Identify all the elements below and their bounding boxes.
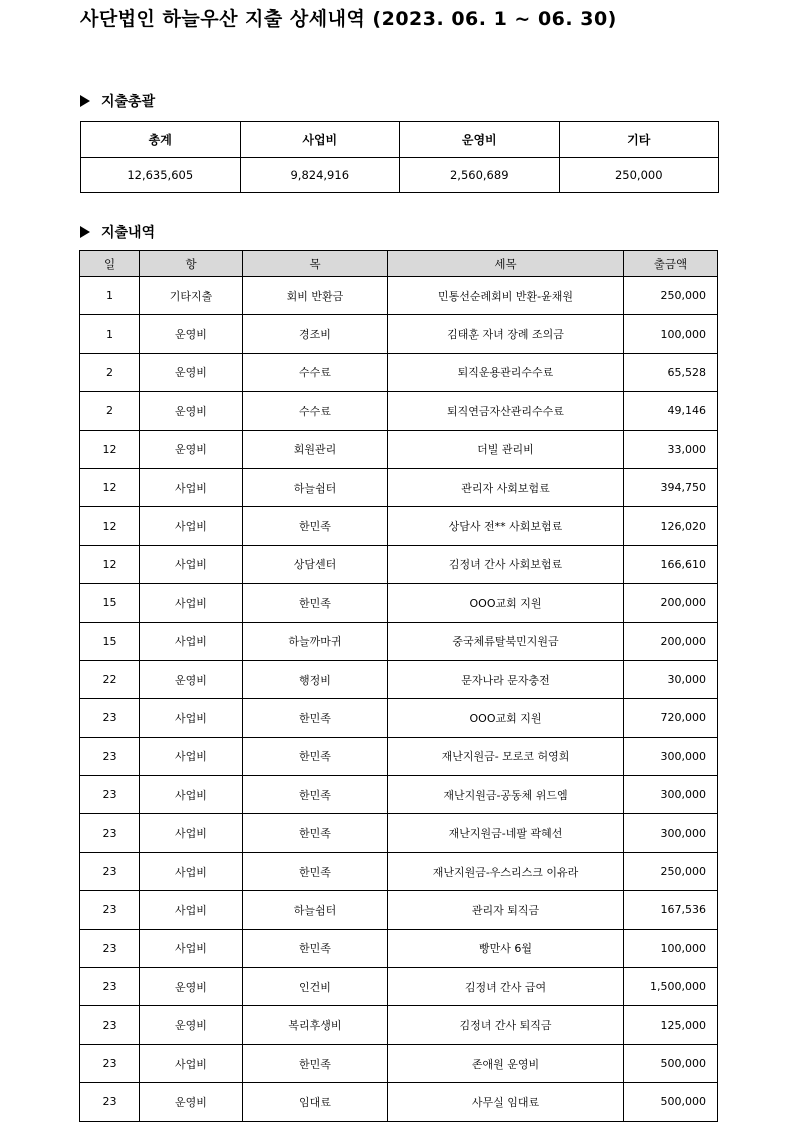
subitem-cell: 빵만사 6월	[388, 929, 624, 967]
day-cell: 23	[80, 1006, 140, 1044]
day-cell: 23	[80, 968, 140, 1006]
subitem-cell: 중국체류탈북민지원금	[388, 622, 624, 660]
summary-other-value: 250,000	[559, 158, 719, 193]
summary-table	[80, 121, 719, 193]
item-cell: 하늘쉼터	[243, 891, 388, 929]
amount-cell: 65,528	[624, 353, 718, 391]
amount-cell: 300,000	[624, 814, 718, 852]
table-row	[80, 315, 718, 353]
subitem-cell: 김정녀 간사 퇴직금	[388, 1006, 624, 1044]
amount-cell: 100,000	[624, 929, 718, 967]
subitem-cell: OOO교회 지원	[388, 584, 624, 622]
day-cell: 12	[80, 430, 140, 468]
summary-value-row	[81, 158, 719, 193]
bullet-triangle-icon	[80, 226, 90, 238]
item-cell: 복리후생비	[243, 1006, 388, 1044]
summary-business-value: 9,824,916	[240, 158, 400, 193]
amount-cell: 250,000	[624, 277, 718, 315]
item-cell: 행정비	[243, 660, 388, 698]
item-cell: 상담센터	[243, 545, 388, 583]
table-row	[80, 968, 718, 1006]
category-cell: 사업비	[140, 891, 243, 929]
day-cell: 23	[80, 852, 140, 890]
summary-header-row	[81, 122, 719, 158]
day-cell: 23	[80, 814, 140, 852]
subitem-cell: 재난지원금-공동체 위드엠	[388, 776, 624, 814]
table-row	[80, 929, 718, 967]
subitem-cell: 재난지원금-네팔 곽혜선	[388, 814, 624, 852]
summary-total-value: 12,635,605	[81, 158, 241, 193]
day-cell: 23	[80, 699, 140, 737]
table-row	[80, 430, 718, 468]
day-cell: 12	[80, 507, 140, 545]
day-cell: 12	[80, 468, 140, 506]
table-row	[80, 1044, 718, 1082]
amount-cell: 500,000	[624, 1083, 718, 1121]
table-row	[80, 392, 718, 430]
subitem-cell: 사무실 임대료	[388, 1083, 624, 1121]
category-cell: 운영비	[140, 392, 243, 430]
bullet-triangle-icon	[80, 95, 90, 107]
item-cell: 회원관리	[243, 430, 388, 468]
day-cell: 12	[80, 545, 140, 583]
category-cell: 사업비	[140, 852, 243, 890]
category-cell: 사업비	[140, 584, 243, 622]
table-row	[80, 660, 718, 698]
amount-cell: 166,610	[624, 545, 718, 583]
amount-cell: 200,000	[624, 622, 718, 660]
category-cell: 기타지출	[140, 277, 243, 315]
category-cell: 사업비	[140, 507, 243, 545]
item-cell: 한민족	[243, 776, 388, 814]
category-cell: 사업비	[140, 814, 243, 852]
table-row	[80, 545, 718, 583]
day-cell: 23	[80, 737, 140, 775]
table-row	[80, 468, 718, 506]
subitem-cell: 김정녀 간사 사회보험료	[388, 545, 624, 583]
category-cell: 운영비	[140, 315, 243, 353]
item-cell: 하늘쉼터	[243, 468, 388, 506]
table-row	[80, 1083, 718, 1121]
subitem-cell: 관리자 사회보험료	[388, 468, 624, 506]
category-cell: 운영비	[140, 430, 243, 468]
subitem-cell: 김정녀 간사 급여	[388, 968, 624, 1006]
category-cell: 사업비	[140, 737, 243, 775]
category-cell: 운영비	[140, 968, 243, 1006]
item-cell: 임대료	[243, 1083, 388, 1121]
table-row	[80, 891, 718, 929]
summary-col-other: 기타	[559, 122, 719, 158]
item-cell: 인건비	[243, 968, 388, 1006]
category-cell: 운영비	[140, 1006, 243, 1044]
category-cell: 사업비	[140, 1044, 243, 1082]
day-cell: 23	[80, 776, 140, 814]
table-row	[80, 852, 718, 890]
category-cell: 사업비	[140, 545, 243, 583]
amount-cell: 125,000	[624, 1006, 718, 1044]
table-row	[80, 277, 718, 315]
amount-cell: 394,750	[624, 468, 718, 506]
amount-cell: 100,000	[624, 315, 718, 353]
col-amount: 출금액	[624, 251, 718, 277]
item-cell: 한민족	[243, 929, 388, 967]
subitem-cell: 관리자 퇴직금	[388, 891, 624, 929]
col-item: 목	[243, 251, 388, 277]
summary-operating-value: 2,560,689	[400, 158, 560, 193]
category-cell: 사업비	[140, 699, 243, 737]
subitem-cell: 더빌 관리비	[388, 430, 624, 468]
table-row	[80, 622, 718, 660]
category-cell: 사업비	[140, 929, 243, 967]
amount-cell: 126,020	[624, 507, 718, 545]
amount-cell: 200,000	[624, 584, 718, 622]
day-cell: 15	[80, 622, 140, 660]
item-cell: 한민족	[243, 699, 388, 737]
item-cell: 경조비	[243, 315, 388, 353]
item-cell: 한민족	[243, 852, 388, 890]
page-title: 사단법인 하늘우산 지출 상세내역 (2023. 06. 1 ~ 06. 30)	[80, 8, 617, 30]
summary-heading-label: 지출총괄	[101, 94, 156, 110]
item-cell: 한민족	[243, 584, 388, 622]
category-cell: 운영비	[140, 660, 243, 698]
amount-cell: 300,000	[624, 776, 718, 814]
item-cell: 수수료	[243, 392, 388, 430]
summary-col-total: 총계	[81, 122, 241, 158]
table-row	[80, 584, 718, 622]
table-row	[80, 737, 718, 775]
detail-header-row	[80, 251, 718, 277]
table-row	[80, 699, 718, 737]
table-row	[80, 353, 718, 391]
amount-cell: 500,000	[624, 1044, 718, 1082]
item-cell: 한민족	[243, 737, 388, 775]
subitem-cell: 문자나라 문자충전	[388, 660, 624, 698]
category-cell: 운영비	[140, 1083, 243, 1121]
col-category: 항	[140, 251, 243, 277]
category-cell: 사업비	[140, 622, 243, 660]
amount-cell: 167,536	[624, 891, 718, 929]
subitem-cell: 퇴직연금자산관리수수료	[388, 392, 624, 430]
table-row	[80, 814, 718, 852]
subitem-cell: 재난지원금-우스리스크 이유라	[388, 852, 624, 890]
subitem-cell: 재난지원금- 모로코 허영희	[388, 737, 624, 775]
subitem-cell: 상담사 전** 사회보험료	[388, 507, 624, 545]
amount-cell: 30,000	[624, 660, 718, 698]
item-cell: 회비 반환금	[243, 277, 388, 315]
day-cell: 22	[80, 660, 140, 698]
subitem-cell: 김태훈 자녀 장례 조의금	[388, 315, 624, 353]
item-cell: 한민족	[243, 507, 388, 545]
amount-cell: 49,146	[624, 392, 718, 430]
amount-cell: 300,000	[624, 737, 718, 775]
day-cell: 2	[80, 353, 140, 391]
table-row	[80, 776, 718, 814]
detail-heading-label: 지출내역	[101, 225, 156, 241]
category-cell: 사업비	[140, 776, 243, 814]
amount-cell: 250,000	[624, 852, 718, 890]
amount-cell: 720,000	[624, 699, 718, 737]
day-cell: 1	[80, 277, 140, 315]
col-day: 일	[80, 251, 140, 277]
subitem-cell: 민통선순례회비 반환-윤채원	[388, 277, 624, 315]
item-cell: 한민족	[243, 814, 388, 852]
category-cell: 운영비	[140, 353, 243, 391]
summary-section-heading	[80, 91, 155, 111]
item-cell: 수수료	[243, 353, 388, 391]
detail-section-heading	[80, 222, 155, 242]
day-cell: 23	[80, 1044, 140, 1082]
summary-col-business: 사업비	[240, 122, 400, 158]
amount-cell: 1,500,000	[624, 968, 718, 1006]
item-cell: 한민족	[243, 1044, 388, 1082]
amount-cell: 33,000	[624, 430, 718, 468]
day-cell: 15	[80, 584, 140, 622]
subitem-cell: 존애원 운영비	[388, 1044, 624, 1082]
subitem-cell: 퇴직운용관리수수료	[388, 353, 624, 391]
table-row	[80, 507, 718, 545]
day-cell: 23	[80, 891, 140, 929]
subitem-cell: OOO교회 지원	[388, 699, 624, 737]
day-cell: 1	[80, 315, 140, 353]
expense-detail-table	[79, 250, 718, 1122]
item-cell: 하늘까마귀	[243, 622, 388, 660]
summary-col-operating: 운영비	[400, 122, 560, 158]
day-cell: 23	[80, 929, 140, 967]
day-cell: 2	[80, 392, 140, 430]
category-cell: 사업비	[140, 468, 243, 506]
col-subitem: 세목	[388, 251, 624, 277]
table-row	[80, 1006, 718, 1044]
day-cell: 23	[80, 1083, 140, 1121]
